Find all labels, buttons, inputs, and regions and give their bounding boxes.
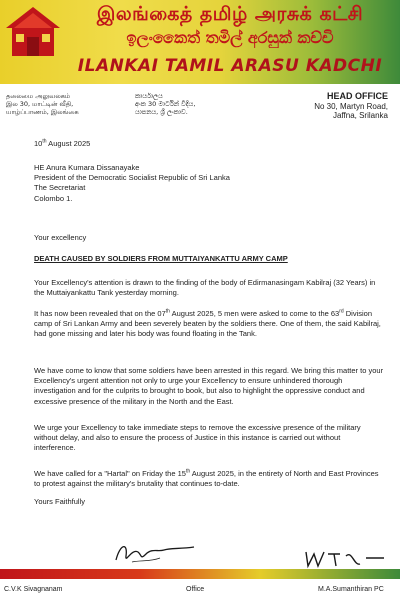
signature-right bbox=[300, 548, 390, 570]
footer-left-name: C.V.K Sivagnanam bbox=[4, 586, 63, 593]
address-sinhala-line: කාර්යාලය bbox=[135, 92, 163, 100]
closing: Yours Faithfully bbox=[34, 497, 85, 506]
paragraph-4: We urge your Excellency to take immediate steps to remove the excessive presence of the military without delay, and also to ensure the process of Justice in this instance is carried out without interference. bbox=[34, 423, 361, 453]
party-name-tamil: இலங்கைத் தமிழ் அரசுக் கட்சி bbox=[96, 3, 364, 25]
head-office-label: HEAD OFFICE bbox=[326, 91, 388, 101]
salutation: Your excellency bbox=[34, 233, 87, 242]
footer-right-name: M.A.Sumanthiran PC bbox=[318, 586, 384, 593]
recipient-line: President of the Democratic Socialist Republic of Sri Lanka bbox=[34, 173, 230, 183]
date-text: 10th August 2025 bbox=[34, 138, 91, 148]
address-english-line: No 30, Martyn Road, bbox=[314, 101, 388, 111]
recipient-line: Colombo 1. bbox=[34, 193, 73, 203]
address-sinhala-line: යාපනය, ශ්‍රී ලංකාව. bbox=[135, 108, 188, 116]
paragraph-2: It has now been revealed that on the 07th August 2025, 5 men were asked to come to the 63rd Division camp of Sri Lankan Army and been severely beaten by the soldiers there. One of them, the said Kabilraj, had gone missing and later his body was found floating in the Tank. bbox=[34, 308, 381, 339]
address-sinhala-line: අංක 30 මාර්ටින් වීදිය, bbox=[135, 100, 196, 108]
party-name-sinhala: ඉලංකෛත් තමිල් අරසුක් කච්චි bbox=[126, 28, 334, 47]
address-english-line: Jaffna, Srilanka bbox=[333, 111, 388, 120]
footer-color-stripe bbox=[0, 569, 400, 579]
house-icon bbox=[4, 4, 62, 60]
address-tamil-line: தலைமை அலுவலகம் bbox=[6, 92, 71, 100]
paragraph-5: We have called for a "Hartal" on Friday the 15th August 2025, in the entirety of North and East Provinces to protest against the military's brutality that continues to-date. bbox=[34, 468, 379, 489]
recipient-line: HE Anura Kumara Dissanayake bbox=[34, 163, 140, 172]
address-tamil-line: இல 30, மாட்டின் வீதி, bbox=[6, 100, 74, 108]
recipient-line: The Secretariat bbox=[34, 183, 86, 193]
recipient-block bbox=[34, 163, 384, 204]
letter-date bbox=[34, 139, 384, 149]
address-tamil bbox=[6, 92, 79, 116]
footer-office: Office bbox=[186, 586, 205, 593]
address-tamil-line: யாழ்ப்பாணம், இலங்கை bbox=[6, 108, 79, 116]
signature-left bbox=[110, 538, 200, 568]
address-sinhala bbox=[135, 92, 195, 116]
letterhead-banner bbox=[0, 0, 400, 84]
subject-line: DEATH CAUSED BY SOLDIERS FROM MUTTAIYANKATTU ARMY CAMP bbox=[34, 254, 288, 263]
paragraph-3: We have come to know that some soldiers have been arrested in this regard. We bring this matter to your Excellency's urgent attention not only to urge your Excellency to ensure unhindered thorough investigation and for the culprits to brought to book, but also to highlight the oppressive conduct and excessive presence of the military in the North and the East. bbox=[34, 366, 384, 406]
party-name-english: ILANKAI TAMIL ARASU KADCHI bbox=[77, 56, 383, 76]
address-english bbox=[314, 92, 388, 121]
paragraph-1: Your Excellency's attention is drawn to the finding of the body of Edirmanasingam Kabilraj (32 Years) in the Muttaiyankattu Tank yesterday morning. bbox=[34, 278, 376, 298]
